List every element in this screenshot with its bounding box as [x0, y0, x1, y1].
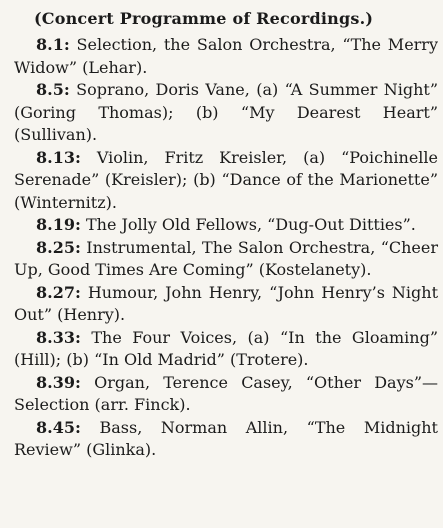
programme-entry: [14, 34, 438, 79]
entry-time: 8.5:: [36, 80, 70, 99]
programme-entry: [14, 147, 438, 215]
entry-time: 8.1:: [36, 35, 70, 54]
programme-heading: (Concert Programme of Recordings.): [34, 9, 374, 28]
entry-text: Instrumental, The Salon Orchestra, “Cheer Up, Good Times Are Coming” (Kostelanety).: [14, 237, 439, 279]
entry-text: Humour, John Henry, “John Henry’s Night Out” (Henry).: [14, 282, 439, 324]
entry-text: Selection, the Salon Orchestra, “The Merry Widow” (Lehar).: [14, 35, 438, 77]
programme-entry: [14, 327, 438, 372]
entry-text: Violin, Fritz Kreisler, (a) “Poichinelle Serenade” (Kreisler); (b) “Dance of the Marionette” (Winternitz).: [14, 147, 439, 212]
programme-entry: [14, 79, 438, 147]
programme-entry: [14, 417, 438, 462]
programme-entry: [14, 282, 438, 327]
entry-text: Organ, Terence Casey, “Other Days”—Selection (arr. Finck).: [14, 372, 439, 414]
entry-time: 8.45:: [36, 417, 81, 437]
entry-time: 8.39:: [36, 372, 81, 392]
entry-time: 8.33:: [36, 327, 81, 347]
programme-list: [14, 34, 438, 462]
entry-time: 8.27:: [36, 282, 81, 302]
programme-entry: [14, 372, 438, 417]
entry-text: Bass, Norman Allin, “The Midnight Review” (Glinka).: [14, 417, 438, 459]
entry-text: The Jolly Old Fellows, “Dug-Out Ditties”.: [85, 215, 416, 234]
entry-time: 8.19:: [36, 215, 81, 234]
programme-entry: [14, 237, 438, 282]
entry-text: Soprano, Doris Vane, (a) “A Summer Night” (Goring Thomas); (b) “My Dearest Heart” (Sullivan).: [14, 80, 438, 144]
programme-entry: [14, 214, 438, 237]
entry-text: The Four Voices, (a) “In the Gloaming” (Hill); (b) “In Old Madrid” (Trotere).: [14, 327, 439, 369]
entry-time: 8.25:: [36, 237, 81, 257]
entry-time: 8.13:: [36, 147, 81, 167]
